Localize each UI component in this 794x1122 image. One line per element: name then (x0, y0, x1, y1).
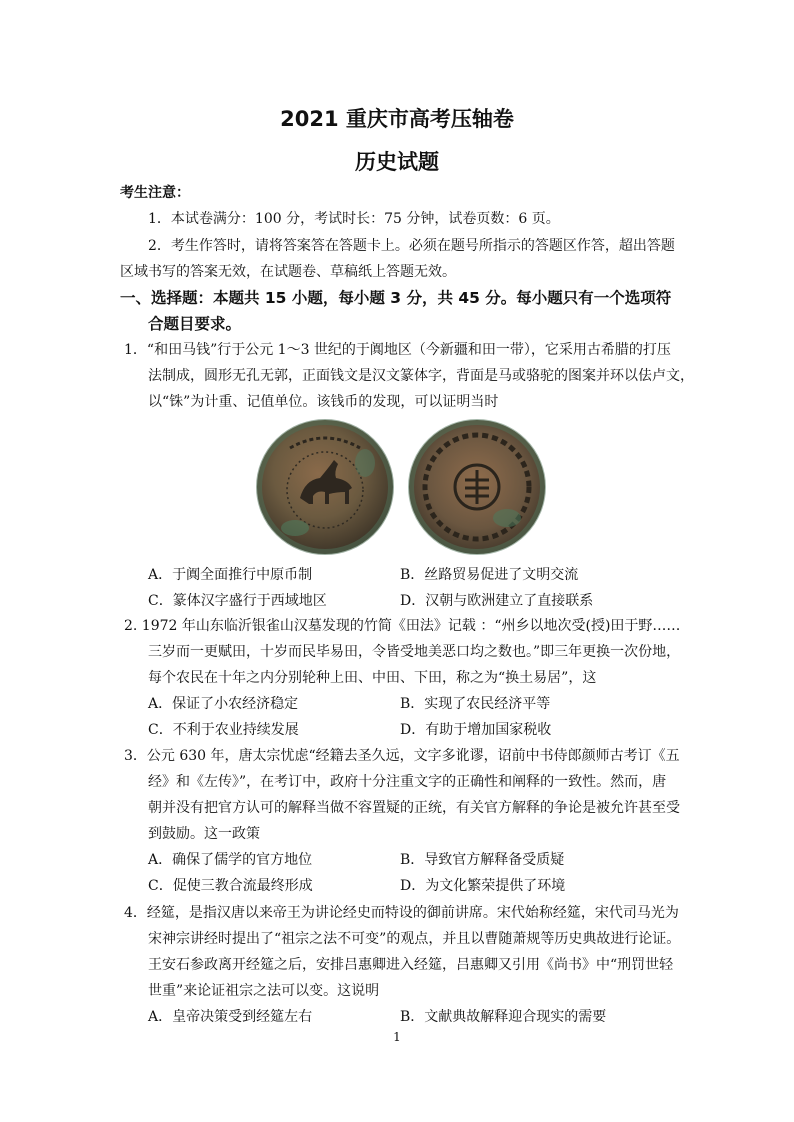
q1-option-d: D．汉朝与欧洲建立了直接联系 (400, 593, 594, 609)
q4-option-b: B．文献典故解释迎合现实的需要 (400, 1009, 607, 1025)
section-heading-line-1: 一、选择题：本题共 15 小题，每小题 3 分，共 45 分。每小题只有一个选项符 (120, 289, 672, 307)
exam-subject: 历史试题 (355, 150, 439, 174)
q3-stem-line-3: 朝并没有把官方认可的解释当做不容置疑的正统，有关官方解释的争论是被允许甚至受 (148, 800, 680, 816)
q3-stem-line-2: 经》和《左传》”，在考订中，政府十分注重文字的正确性和阐释的一致性。然而，唐 (148, 774, 667, 790)
q3-stem-line-4: 到鼓励。这一政策 (148, 826, 260, 842)
q2-option-b: B．实现了农民经济平等 (400, 696, 551, 712)
q3-stem-line-1: 3．公元 630 年，唐太宗忧虑“经籍去圣久远，文字多讹谬，诏前中书侍郎颜师古考订《五 (124, 748, 680, 764)
q3-option-a: A．确保了儒学的官方地位 (148, 852, 313, 868)
q2-stem-line-1: 2. 1972 年山东临沂银雀山汉墓发现的竹简《田法》记载 ：“州乡以地次受(授)田于野…… (124, 618, 681, 634)
q2-option-d: D．有助于增加国家税收 (400, 722, 552, 738)
q4-stem-line-3: 王安石参政离开经筵之后，安排吕惠卿进入经筵，吕惠卿又引用《尚书》中“刑罚世轻 (148, 957, 674, 973)
section-heading-line-2: 合题目要求。 (148, 315, 242, 333)
notice-item-2-line-2: 区域书写的答案无效，在试题卷、草稿纸上答题无效。 (120, 264, 456, 280)
notice-item-1: 1．本试卷满分：100 分，考试时长：75 分钟，试卷页数：6 页。 (148, 211, 560, 227)
coin-obverse-image (255, 418, 395, 556)
notice-item-2-line-1: 2．考生作答时，请将答案答在答题卡上。必须在题号所指示的答题区作答，超出答题 (148, 238, 675, 254)
page-number: 1 (393, 1030, 401, 1044)
coin-images (255, 418, 555, 556)
q2-option-c: C．不利于农业持续发展 (148, 722, 299, 738)
q1-option-c: C．篆体汉字盛行于西域地区 (148, 593, 327, 609)
q1-option-b: B．丝路贸易促进了文明交流 (400, 567, 579, 583)
q2-stem-line-3: 每个农民在十年之内分别轮种上田、中田、下田，称之为“换土易居”，这 (148, 670, 597, 686)
q3-option-d: D．为文化繁荣提供了环境 (400, 878, 566, 894)
coin-reverse-image (407, 418, 547, 556)
q2-stem-line-2: 三岁而一更赋田，十岁而民毕易田，令皆受地美恶口均之数也。”即三年更换一次份地， (148, 644, 681, 660)
q4-option-a: A．皇帝决策受到经筵左右 (148, 1009, 313, 1025)
q1-stem-line-2: 法制成，圆形无孔无郭，正面钱文是汉文篆体字，背面是马或骆驼的图案并环以佉卢文， (148, 368, 694, 384)
notice-heading: 考生注意： (120, 185, 190, 201)
q1-stem-line-1: 1．“和田马钱”行于公元 1～3 世纪的于阗地区（今新疆和田一带），它采用古希腊的打压 (124, 342, 671, 358)
q3-option-c: C．促使三教合流最终形成 (148, 878, 313, 894)
q4-stem-line-1: 4．经筵，是指汉唐以来帝王为讲论经史而特设的御前讲席。宋代始称经筵，宋代司马光为 (124, 905, 679, 921)
q1-stem-line-3: 以“铢”为计重、记值单位。该钱币的发现，可以证明当时 (148, 394, 499, 410)
q1-option-a: A．于阗全面推行中原币制 (148, 567, 313, 583)
q3-option-b: B．导致官方解释备受质疑 (400, 852, 565, 868)
exam-title: 2021 重庆市高考压轴卷 (280, 107, 514, 131)
q4-stem-line-4: 世重”来论证祖宗之法可以变。这说明 (148, 983, 380, 999)
q4-stem-line-2: 宋神宗讲经时提出了“祖宗之法不可变”的观点，并且以曹随萧规等历史典故进行论证。 (148, 931, 681, 947)
q2-option-a: A．保证了小农经济稳定 (148, 696, 299, 712)
